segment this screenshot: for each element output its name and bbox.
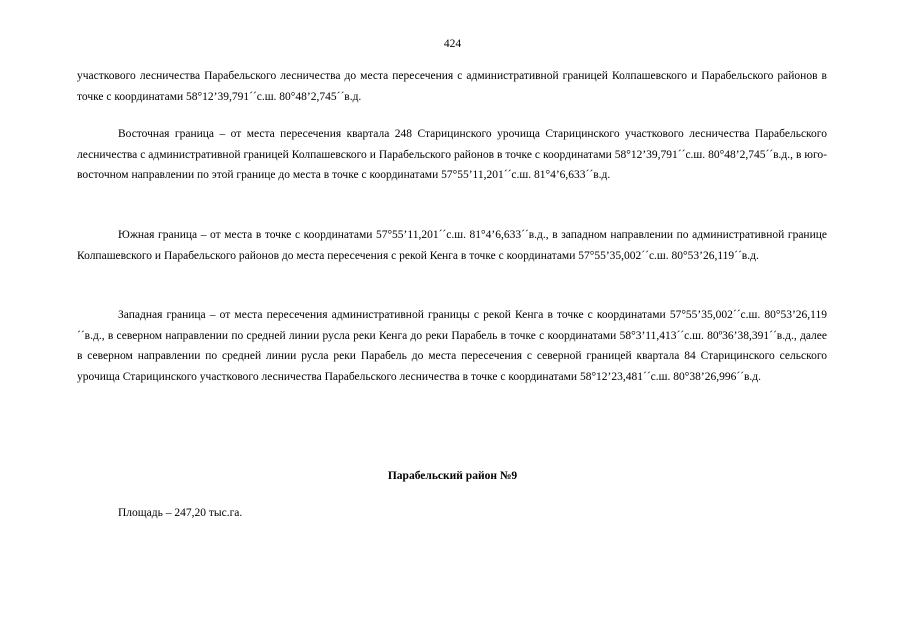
paragraph-south-border: Южная граница – от места в точке с координатами 57°55’11,201´´с.ш. 81°4’6,633´´в.д., в западном направлении по административной границе Колпашевского и Парабельского районов до места пересечения с рекой Кенга в точке с координатами 57°55’35,002´´с.ш. 80°53’26,119´´в.д. bbox=[77, 229, 827, 262]
section-title: Парабельский район №9 bbox=[387, 470, 518, 482]
area-line: Площадь – 247,20 тыс.га. bbox=[118, 507, 243, 519]
page-number: 424 bbox=[443, 38, 462, 50]
paragraph-west-border: Западная граница – от места пересечения административной границы с рекой Кенга в точке с координатами 57°55’35,002´´с.ш. 80°53’26,119´´в.д., в северном направлении по средней линии русла реки Кенга до реки Парабель в точке с координатами 58°3’11,413´´с.ш. 80º36’38,391´´в.д., далее в северном направлении по средней линии русла реки Парабель до места пересечения с северной границей квартала 84 Старицинского сельского урочища Старицинского участкового лесничества Парабельского лесничества в точке с координатами 58°12’23,481´´с.ш. 80°38’26,996´´в.д. bbox=[77, 309, 827, 383]
paragraph-continuation: участкового лесничества Парабельского лесничества до места пересечения с административной границей Колпашевского и Парабельского районов в точке с координатами 58°12’39,791´´с.ш. 80°48’2,745´´в.д. bbox=[77, 70, 827, 103]
paragraph-east-border: Восточная граница – от места пересечения квартала 248 Старицинского урочища Старицинского участкового лесничества Парабельского лесничества с административной границей Колпашевского и Парабельского районов в точке с координатами 58°12’39,791´´с.ш. 80°48’2,745´´в.д., в юго-восточном направлении по этой границе до места в точке с координатами 57°55’11,201´´с.ш. 81°4’6,633´´в.д. bbox=[77, 128, 827, 181]
